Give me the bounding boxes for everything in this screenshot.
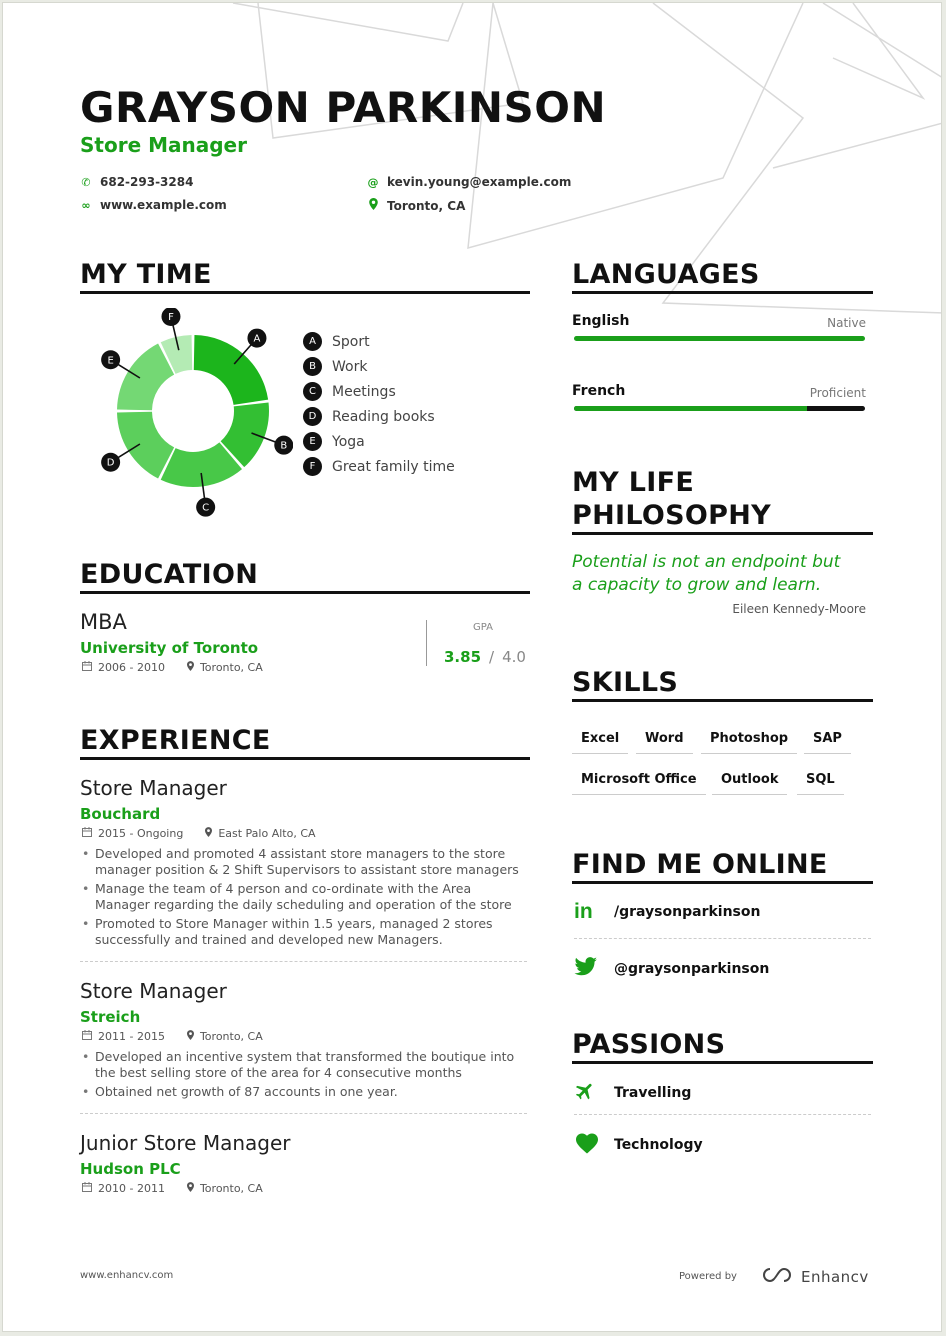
job-company: Bouchard [80,805,161,823]
skill-tag: SAP [804,731,851,754]
job-separator [80,1113,527,1114]
degree: MBA [80,610,127,634]
education-location: Toronto, CA [199,661,263,674]
skill-tag: Excel [572,731,628,754]
online-heading: FIND ME ONLINE [572,849,828,880]
skill-tag: Word [636,731,693,754]
job-meta [82,1182,263,1195]
phone-icon: ✆ [81,175,91,189]
job-bullet: • Developed an incentive system that transformed the boutique into the best selling store of the area for 4 consecutive months [81,1049,526,1081]
twitter-icon [574,957,600,981]
education-dates: 2006 - 2010 [98,661,165,674]
job-meta [82,827,316,840]
legend-label: Reading books [332,408,435,425]
education-meta [82,661,263,674]
language-proficiency-fill [574,406,807,411]
job-separator [80,961,527,962]
my-time-heading: MY TIME [80,259,212,290]
philosophy-heading-line2: PHILOSOPHY [572,500,771,531]
powered-by-text: Powered by [679,1271,737,1282]
legend-marker: B [303,357,322,376]
gpa-separator: / [489,648,495,666]
education-rule [80,591,530,594]
passion-label: Travelling [614,1085,692,1101]
legend-item-f [303,454,455,479]
gpa-score: 3.85 [444,648,482,666]
language-proficiency-bar [574,336,865,341]
location-pin-icon [367,198,379,213]
donut-marker-label: C [202,502,210,514]
enhancv-logo-icon [761,1267,793,1286]
passions-heading: PASSIONS [572,1029,726,1060]
job-location: Toronto, CA [199,1182,263,1195]
gpa-divider [426,620,427,666]
legend-label: Sport [332,333,370,350]
legend-label: Meetings [332,383,396,400]
languages-heading: LANGUAGES [572,259,760,290]
donut-marker-label: B [280,440,288,452]
job-dates: 2010 - 2011 [98,1182,165,1195]
school-name: University of Toronto [80,639,259,657]
passions-rule [572,1061,873,1064]
footer-brand [679,1267,869,1286]
skill-tag: Photoshop [701,731,797,754]
job-dates: 2015 - Ongoing [98,827,184,840]
experience-rule [80,757,530,760]
passion-label: Technology [614,1137,703,1153]
candidate-title: Store Manager [80,133,247,157]
job-meta [82,1030,263,1043]
language-name: French [572,383,626,399]
phone-contact [80,175,193,189]
experience-heading: EXPERIENCE [80,725,271,756]
quote-author: Eileen Kennedy-Moore [732,602,866,616]
language-level: Proficient [809,386,866,400]
location-text: Toronto, CA [387,198,466,213]
plane-icon [574,1080,600,1106]
footer-site[interactable]: www.enhancv.com [80,1270,174,1281]
job-bullets [81,846,526,951]
online-rule [572,881,873,884]
job-company: Hudson PLC [80,1160,181,1178]
linkedin-icon: in [574,900,593,923]
passion-item [574,1132,703,1158]
job-title: Store Manager [80,979,227,1003]
skill-tag: Microsoft Office [572,772,706,795]
donut-marker-label: F [168,312,174,324]
skills-rule [572,699,873,702]
legend-label: Yoga [332,433,365,450]
passion-item [574,1080,691,1106]
job-bullet: • Manage the team of 4 person and co-ordinate with the Area Manager regarding the daily scheduling and operation of the store [81,881,526,913]
location-pin-icon [187,1030,194,1043]
legend-label: Great family time [332,458,455,475]
legend-marker: F [303,457,322,476]
gpa-value [444,648,526,666]
legend-item-a [303,329,455,354]
job-location: Toronto, CA [199,1030,263,1043]
location-pin-icon [187,1182,194,1195]
donut-slice-e [117,343,174,410]
time-legend [303,329,455,479]
location-pin-icon [187,661,194,674]
job-bullet: • Obtained net growth of 87 accounts in one year. [81,1084,526,1100]
gpa-label: GPA [473,622,493,633]
resume-page [2,2,942,1332]
legend-marker: D [303,407,322,426]
language-name: English [572,313,630,329]
link-icon: ∞ [81,198,91,212]
legend-label: Work [332,358,368,375]
location-pin-icon [205,827,212,840]
education-heading: EDUCATION [80,559,259,590]
website-contact[interactable] [80,198,227,212]
passion-separator [574,1114,871,1115]
heart-icon [574,1132,600,1158]
calendar-icon [82,827,92,840]
job-title: Junior Store Manager [80,1131,291,1155]
job-title: Store Manager [80,776,227,800]
linkedin-link[interactable] [574,900,760,924]
job-bullet: • Developed and promoted 4 assistant store managers to the store manager position & 2 Shift Supervisors to assistant store managers [81,846,526,878]
linkedin-handle[interactable]: /graysonparkinson [614,904,761,920]
calendar-icon [82,1030,92,1043]
job-bullet: • Promoted to Store Manager within 1.5 years, managed 2 stores successfully and trained and developed new Managers. [81,916,526,948]
donut-marker-label: E [107,355,114,367]
donut-marker-label: D [106,457,115,469]
languages-rule [572,291,873,294]
at-icon: @ [367,175,379,189]
job-dates: 2011 - 2015 [98,1030,165,1043]
philosophy-rule [572,532,873,535]
quote-line: a capacity to grow and learn. [572,575,822,595]
legend-marker: A [303,332,322,351]
philosophy-quote [572,551,840,597]
philosophy-heading [572,466,771,532]
online-separator [574,938,871,939]
language-proficiency-fill [574,336,865,341]
legend-item-d [303,404,455,429]
job-location: East Palo Alto, CA [218,827,316,840]
skills-heading: SKILLS [572,667,679,698]
language-level: Native [827,316,866,330]
my-time-rule [80,291,530,294]
twitter-handle[interactable]: @graysonparkinson [614,961,770,977]
legend-marker: E [303,432,322,451]
job-bullets [81,1049,526,1103]
brand-name: Enhancv [800,1267,869,1286]
donut-marker-label: A [253,333,261,345]
job-company: Streich [80,1008,141,1026]
philosophy-heading-line1: MY LIFE [572,467,695,498]
legend-item-e [303,429,455,454]
email-contact[interactable] [367,175,571,189]
candidate-name: GRAYSON PARKINSON [80,83,607,132]
calendar-icon [82,661,92,674]
email-text[interactable]: kevin.young@example.com [387,175,572,189]
phone-text: 682-293-3284 [100,175,194,189]
language-proficiency-bar [574,406,865,411]
gpa-max: 4.0 [502,648,526,666]
donut-slice-d [117,412,174,479]
calendar-icon [82,1182,92,1195]
website-text[interactable]: www.example.com [100,198,227,212]
location-contact [367,198,465,213]
twitter-link[interactable] [574,957,769,981]
legend-item-c [303,379,455,404]
skill-tag: Outlook [712,772,787,795]
quote-line: Potential is not an endpoint but [572,552,841,572]
skill-tag: SQL [797,772,844,795]
legend-item-b [303,354,455,379]
time-donut-chart [93,308,293,518]
legend-marker: C [303,382,322,401]
